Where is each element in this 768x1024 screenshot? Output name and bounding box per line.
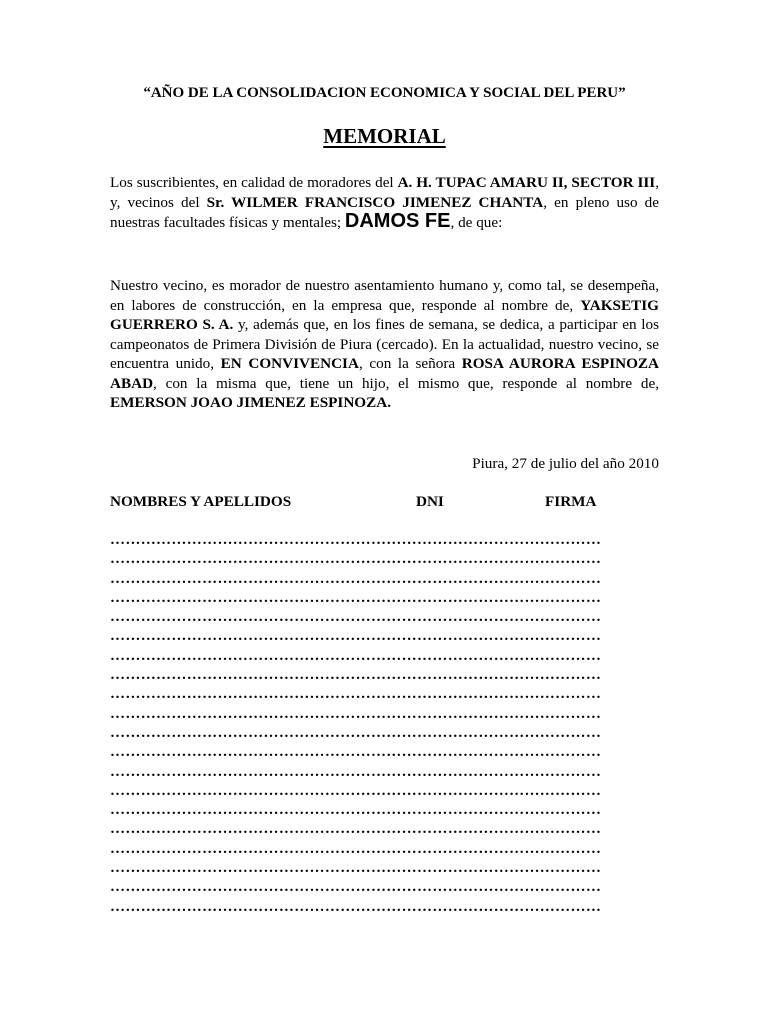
signature-line: …………………………………………………………………………………… bbox=[110, 763, 602, 780]
signature-line: …………………………………………………………………………………… bbox=[110, 667, 602, 684]
column-header-names: NOMBRES Y APELLIDOS bbox=[110, 493, 292, 510]
signature-line: …………………………………………………………………………………… bbox=[110, 744, 602, 761]
intro-text-2: , y, vecinos del bbox=[110, 174, 659, 211]
body-paragraph bbox=[110, 276, 659, 413]
intro-text-3: , en pleno uso de nuestras facultades físicas y mentales; bbox=[110, 193, 659, 231]
company-name: YAKSETIG GUERRERO S. A. bbox=[110, 296, 659, 333]
signature-line: …………………………………………………………………………………… bbox=[110, 628, 602, 645]
cohabitation-label: EN CONVIVENCIA bbox=[220, 355, 359, 372]
signature-line: …………………………………………………………………………………… bbox=[110, 840, 602, 857]
signature-line: …………………………………………………………………………………… bbox=[110, 782, 602, 799]
intro-text-1: Los suscribientes, en calidad de moradores del bbox=[110, 174, 398, 191]
signature-lines bbox=[110, 531, 659, 917]
signature-line: …………………………………………………………………………………… bbox=[110, 686, 602, 703]
signature-line: …………………………………………………………………………………… bbox=[110, 802, 602, 819]
signature-line: …………………………………………………………………………………… bbox=[110, 570, 602, 587]
body-text-1: Nuestro vecino, es morador de nuestro asentamiento humano y, como tal, se desempeña, en labores de construcción, en la empresa que, responde al nombre de, bbox=[110, 277, 659, 314]
signature-line: …………………………………………………………………………………… bbox=[110, 724, 602, 741]
neighbor-name: Sr. WILMER FRANCISCO JIMENEZ CHANTA bbox=[206, 193, 544, 211]
signature-line: …………………………………………………………………………………… bbox=[110, 898, 602, 915]
document-title: MEMORIAL bbox=[323, 124, 446, 148]
signature-line: …………………………………………………………………………………… bbox=[110, 551, 602, 568]
partner-name: ROSA AURORA ESPINOZA ABAD bbox=[110, 355, 659, 392]
signature-line: …………………………………………………………………………………… bbox=[110, 860, 602, 877]
place-date: Piura, 27 de julio del año 2010 bbox=[472, 455, 659, 472]
column-header-firma: FIRMA bbox=[545, 493, 597, 510]
settlement-name: A. H. TUPAC AMARU II, SECTOR III bbox=[397, 174, 656, 191]
year-motto: “AÑO DE LA CONSOLIDACION ECONOMICA Y SOCIAL DEL PERU” bbox=[143, 85, 626, 101]
signature-line: …………………………………………………………………………………… bbox=[110, 879, 602, 896]
signature-line: …………………………………………………………………………………… bbox=[110, 821, 602, 838]
body-text-3: , con la señora bbox=[358, 355, 462, 372]
damos-fe-heading: DAMOS FE bbox=[344, 210, 451, 232]
signature-table-header bbox=[110, 493, 659, 513]
signature-line: …………………………………………………………………………………… bbox=[110, 589, 602, 606]
signature-line: …………………………………………………………………………………… bbox=[110, 705, 602, 722]
intro-paragraph bbox=[110, 173, 659, 233]
body-text-4: , con la misma que, tiene un hijo, el mismo que, responde al nombre de, bbox=[153, 374, 659, 392]
column-header-dni: DNI bbox=[416, 493, 444, 510]
signature-line: …………………………………………………………………………………… bbox=[110, 532, 602, 548]
signature-line: …………………………………………………………………………………… bbox=[110, 609, 602, 626]
intro-text-4: , de que: bbox=[450, 214, 503, 231]
signature-line: …………………………………………………………………………………… bbox=[110, 647, 602, 664]
body-text-2: y, además que, en los fines de semana, se dedica, a participar en los campeonatos de Primera División de Piura (cercado). En la actualidad, nuestro vecino, se encuentra unido, bbox=[110, 316, 660, 372]
child-name: EMERSON JOAO JIMENEZ ESPINOZA. bbox=[110, 394, 392, 411]
